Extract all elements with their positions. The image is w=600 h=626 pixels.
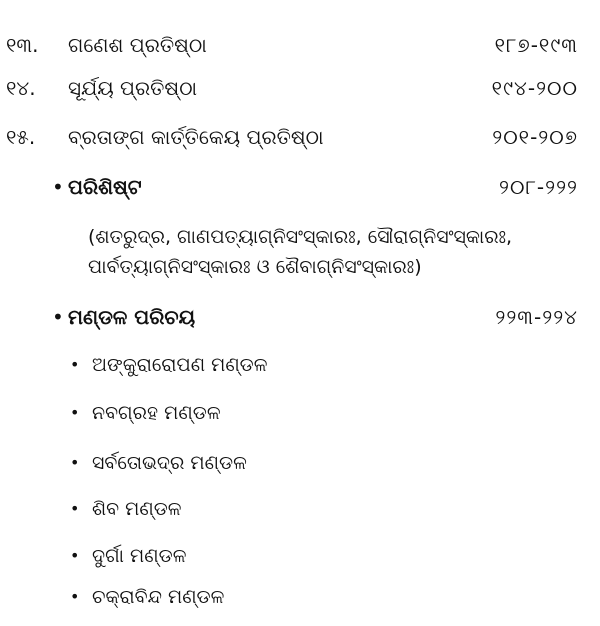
entry-pages: ୧୯୪-୨୦୦ [491,76,578,100]
mandala-list-item [0,582,600,612]
entry-title: ବ୍ରତାଙ୍ଗ କାର୍ତ୍ତିକେୟ ପ୍ରତିଷ୍ଠା [68,125,324,149]
list-item-label: ଅଙ୍କୁରାରୋପଣ ମଣ୍ଡଳ [92,354,268,376]
list-item-label: ଚକ୍ରାବିନ୍ଦ ମଣ୍ଡଳ [92,586,225,608]
mandala-list-item [0,350,600,380]
mandala-list-item [0,398,600,428]
entry-number: ୧୩. [6,33,39,57]
toc-entry-13 [0,30,600,60]
list-item-label: ସର୍ବତୋଭଦ୍ର ମଣ୍ଡଳ [92,452,247,474]
section-pages: ୨୨୩-୨୨୪ [495,305,578,329]
section-title: ମଣ୍ଡଳ ପରିଚୟ [68,305,196,329]
entry-pages: ୨୦୧-୨୦୭ [492,125,578,149]
bullet-icon: • [52,305,64,329]
list-item-label: ଦୁର୍ଗା ମଣ୍ଡଳ [92,545,187,567]
toc-section-mandala [0,302,600,332]
mandala-list-item [0,541,600,571]
list-item-label: ଶିବ ମଣ୍ଡଳ [92,498,182,520]
entry-title: ସୂର୍ଯ୍ୟ ପ୍ରତିଷ୍ଠା [68,76,198,100]
section-pages: ୨୦୮-୨୨୨ [499,175,578,199]
bullet-icon: • [70,355,80,374]
bullet-icon: • [70,403,80,422]
bullet-icon: • [70,587,80,606]
appendix-note-line-2: ପାର୍ବତ୍ୟାଗ୍ନିସଂସ୍କାରଃ ଓ ଶୈବାଗ୍ନିସଂସ୍କାରଃ) [88,256,422,278]
section-title: ପରିଶିଷ୍ଟ [68,175,142,199]
appendix-note-line-1: (ଶତରୁଦ୍ର, ଗାଣପତ୍ୟାଗ୍ନିସଂସ୍କାରଃ, ସୌରାଗ୍ନିସଂସ୍କାରଃ, [88,226,513,248]
mandala-list-item [0,494,600,524]
entry-number: ୧୫. [6,125,36,149]
toc-entry-14 [0,73,600,103]
toc-section-appendix [0,172,600,202]
entry-pages: ୧୮୭-୧୯୩ [494,33,578,57]
toc-entry-15 [0,122,600,152]
bullet-icon: • [52,175,64,199]
entry-number: ୧୪. [6,76,36,100]
list-item-label: ନବଗ୍ରହ ମଣ୍ଡଳ [92,402,221,424]
bullet-icon: • [70,453,80,472]
mandala-list-item [0,448,600,478]
bullet-icon: • [70,499,80,518]
entry-title: ଗଣେଶ ପ୍ରତିଷ୍ଠା [68,33,207,57]
bullet-icon: • [70,546,80,565]
